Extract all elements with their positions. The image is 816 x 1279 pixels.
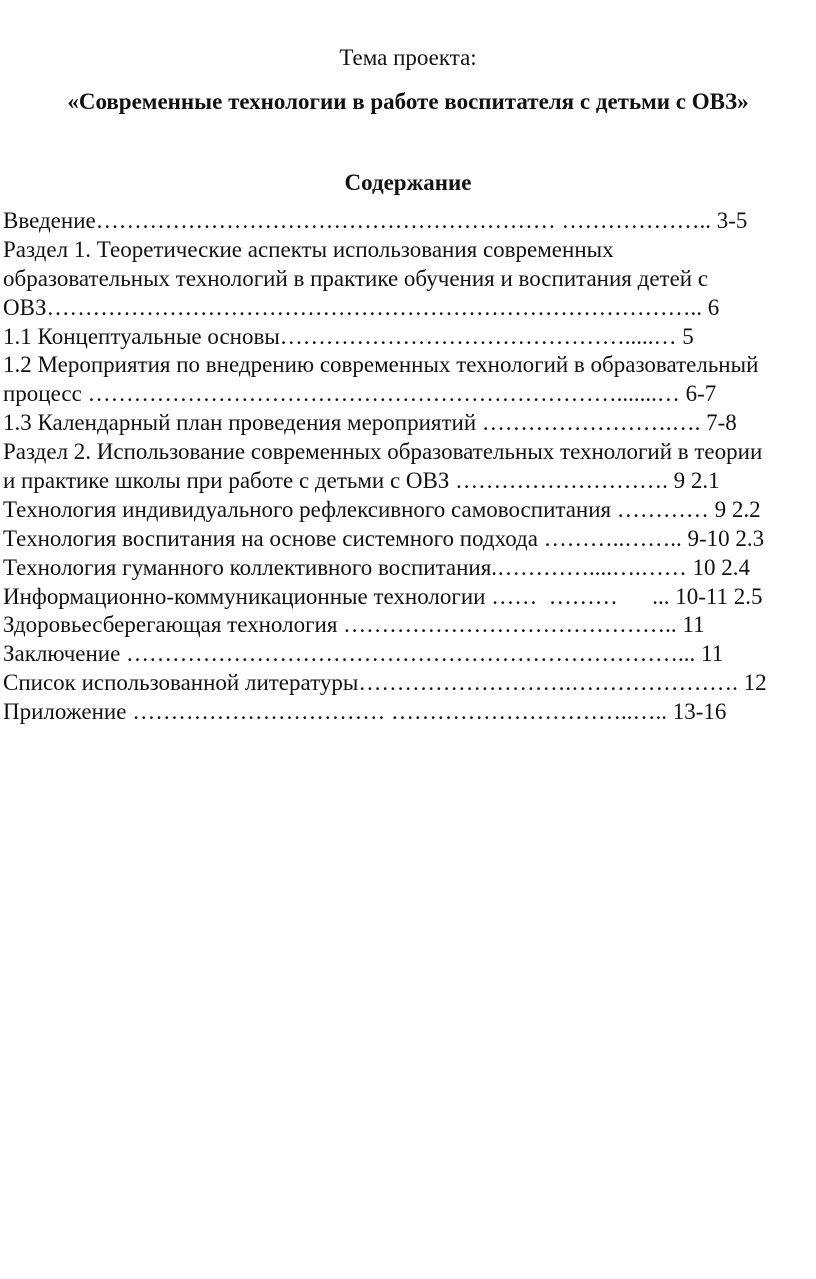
project-title: «Современные технологии в работе воспитателя с детьми с ОВЗ» xyxy=(67,89,749,114)
contents-heading: Содержание xyxy=(344,170,472,195)
toc-line: Список использованной литературы……………………….…………………. 12 xyxy=(3,670,767,696)
toc-line: Информационно-коммуникационные технологии …… ……… ... 10-11 2.5 xyxy=(3,583,763,609)
toc-line: 1.3 Календарный план проведения мероприятий …………………….…. 7-8 xyxy=(3,410,737,436)
toc-line: Раздел 1. Теоретические аспекты использования современных xyxy=(3,236,614,262)
toc-line: Технология индивидуального рефлексивного самовоспитания ………… 9 2.2 xyxy=(3,496,761,522)
toc-line: Технология гуманного коллективного воспитания.…………....….…… 10 2.4 xyxy=(3,554,751,580)
toc-line: 1.1 Концептуальные основы……………………………………….....… 5 xyxy=(3,323,694,349)
toc-line: Здоровьесберегающая технология …………………………………….. 11 xyxy=(3,612,705,638)
toc-line: ОВЗ………………………………………………………………………….. 6 xyxy=(3,294,720,320)
toc-line: Раздел 2. Использование современных образовательных технологий в теории xyxy=(3,439,763,465)
toc-line: Заключение ………………………………………………………………... 11 xyxy=(3,641,724,667)
toc-line: Технология воспитания на основе системного подхода ………..…….. 9-10 2.3 xyxy=(3,525,765,551)
toc-line: образовательных технологий в практике обучения и воспитания детей с xyxy=(3,265,709,291)
toc-line: Введение…………………………………………………… ……………….. 3-5 xyxy=(3,208,748,233)
toc-line: и практике школы при работе с детьми с ОВЗ ………………………. 9 2.1 xyxy=(3,468,720,494)
table-of-contents xyxy=(3,207,813,727)
toc-line: Приложение …………………………… …………………………..….. 13-16 xyxy=(3,699,727,725)
topic-label: Тема проекта: xyxy=(339,45,477,70)
toc-line: 1.2 Мероприятия по внедрению современных технологий в образовательный xyxy=(3,352,759,378)
toc-line: процесс …………………………………………………………….......… 6-7 xyxy=(3,381,717,407)
